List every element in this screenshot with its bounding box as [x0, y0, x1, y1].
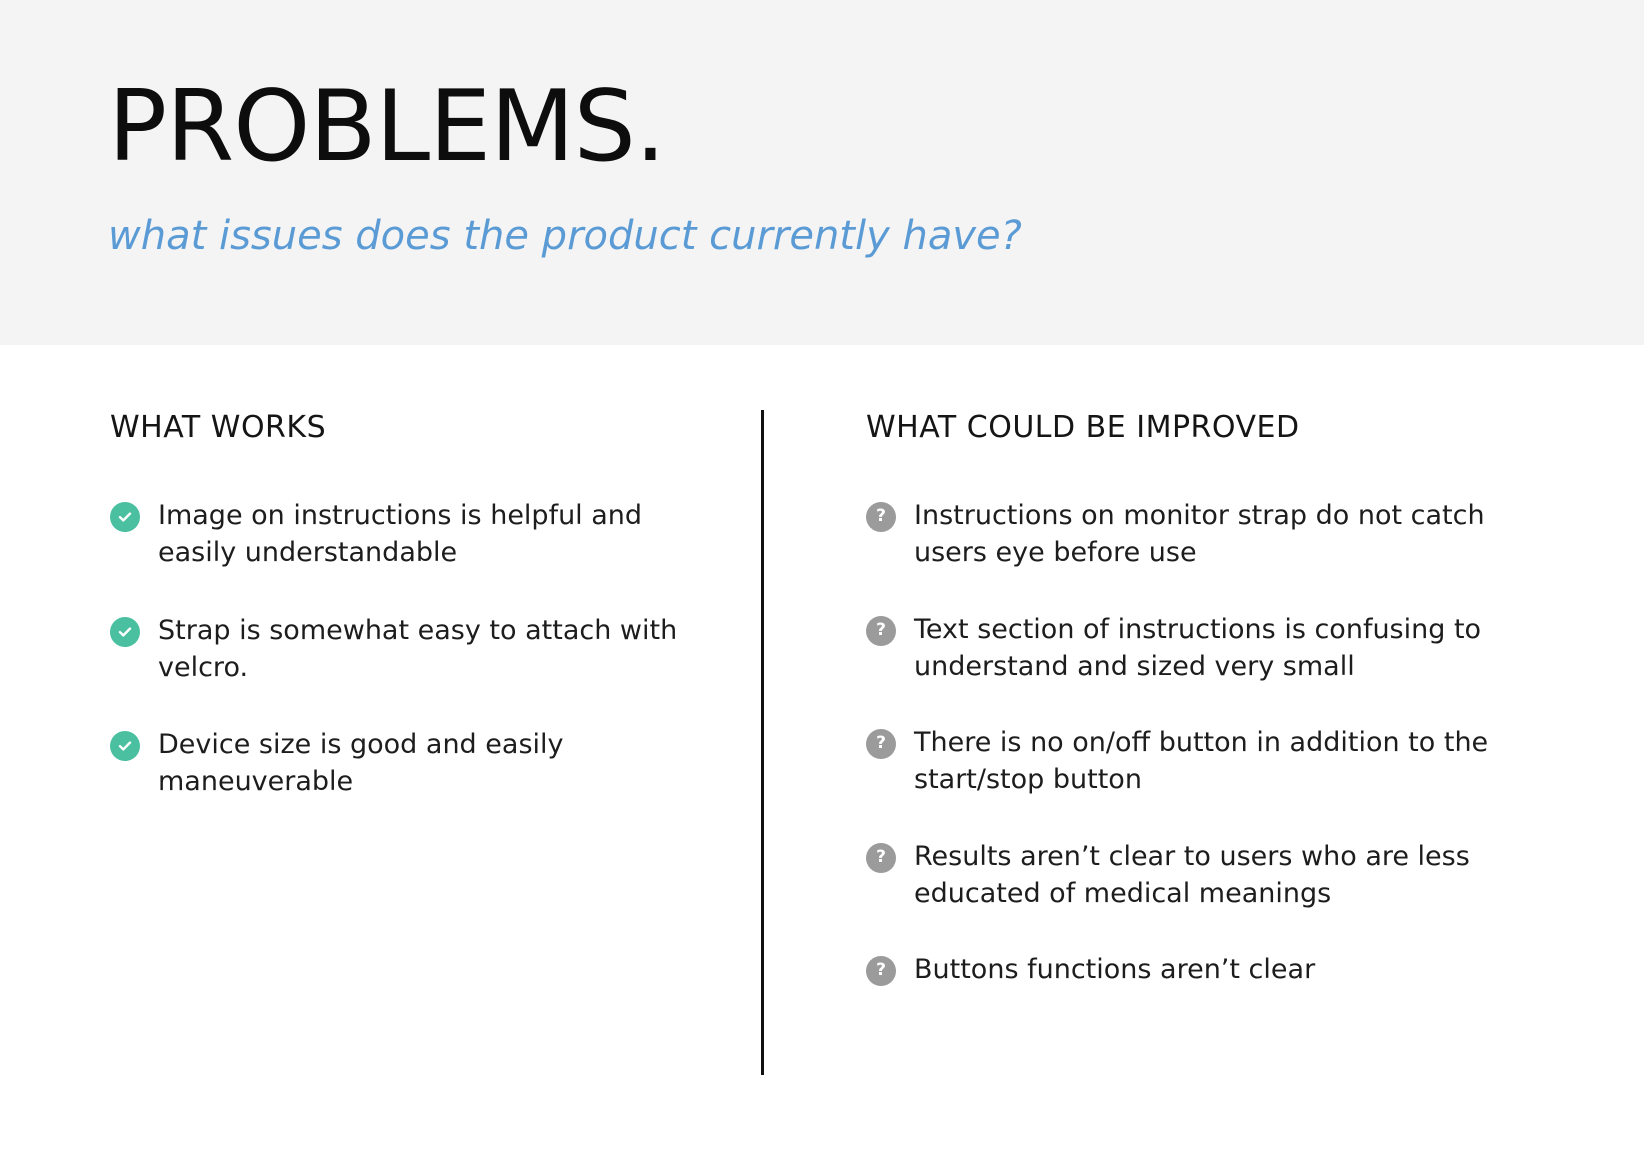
list-item-text: Text section of instructions is confusing to understand and sized very small	[914, 613, 1482, 682]
column-what-could-be-improved	[866, 410, 1506, 1027]
column-what-works	[110, 410, 710, 841]
list-item-text: Instructions on monitor strap do not catch users eye before use	[914, 500, 1485, 569]
list-item	[110, 726, 710, 801]
list-item	[110, 497, 710, 572]
list-item	[110, 612, 710, 687]
check-circle-icon	[110, 502, 140, 532]
check-circle-icon	[110, 731, 140, 761]
list-item	[866, 724, 1506, 799]
check-circle-icon	[110, 617, 140, 647]
list-item	[866, 838, 1506, 913]
page-title: PROBLEMS.	[108, 70, 665, 184]
list-item-text: Strap is somewhat easy to attach with velcro.	[158, 614, 678, 683]
question-circle-icon: ?	[866, 843, 896, 873]
list-item	[866, 611, 1506, 686]
question-circle-icon: ?	[866, 502, 896, 532]
list-item-text: There is no on/off button in addition to the start/stop button	[914, 727, 1489, 796]
column-heading-improvements: WHAT COULD BE IMPROVED	[866, 410, 1300, 445]
list-item-text: Image on instructions is helpful and easily understandable	[158, 500, 643, 569]
column-heading-what-works: WHAT WORKS	[110, 410, 327, 445]
question-circle-icon: ?	[866, 956, 896, 986]
question-circle-icon: ?	[866, 729, 896, 759]
question-circle-icon: ?	[866, 616, 896, 646]
list-item-text: Results aren’t clear to users who are less educated of medical meanings	[914, 840, 1470, 909]
list-item-text: Buttons functions aren’t clear	[914, 954, 1316, 985]
list-item-text: Device size is good and easily maneuverable	[158, 729, 564, 798]
column-divider	[761, 410, 764, 1075]
list-item	[866, 951, 1506, 988]
page-subtitle: what issues does the product currently have?	[108, 213, 1022, 259]
list-item	[866, 497, 1506, 572]
